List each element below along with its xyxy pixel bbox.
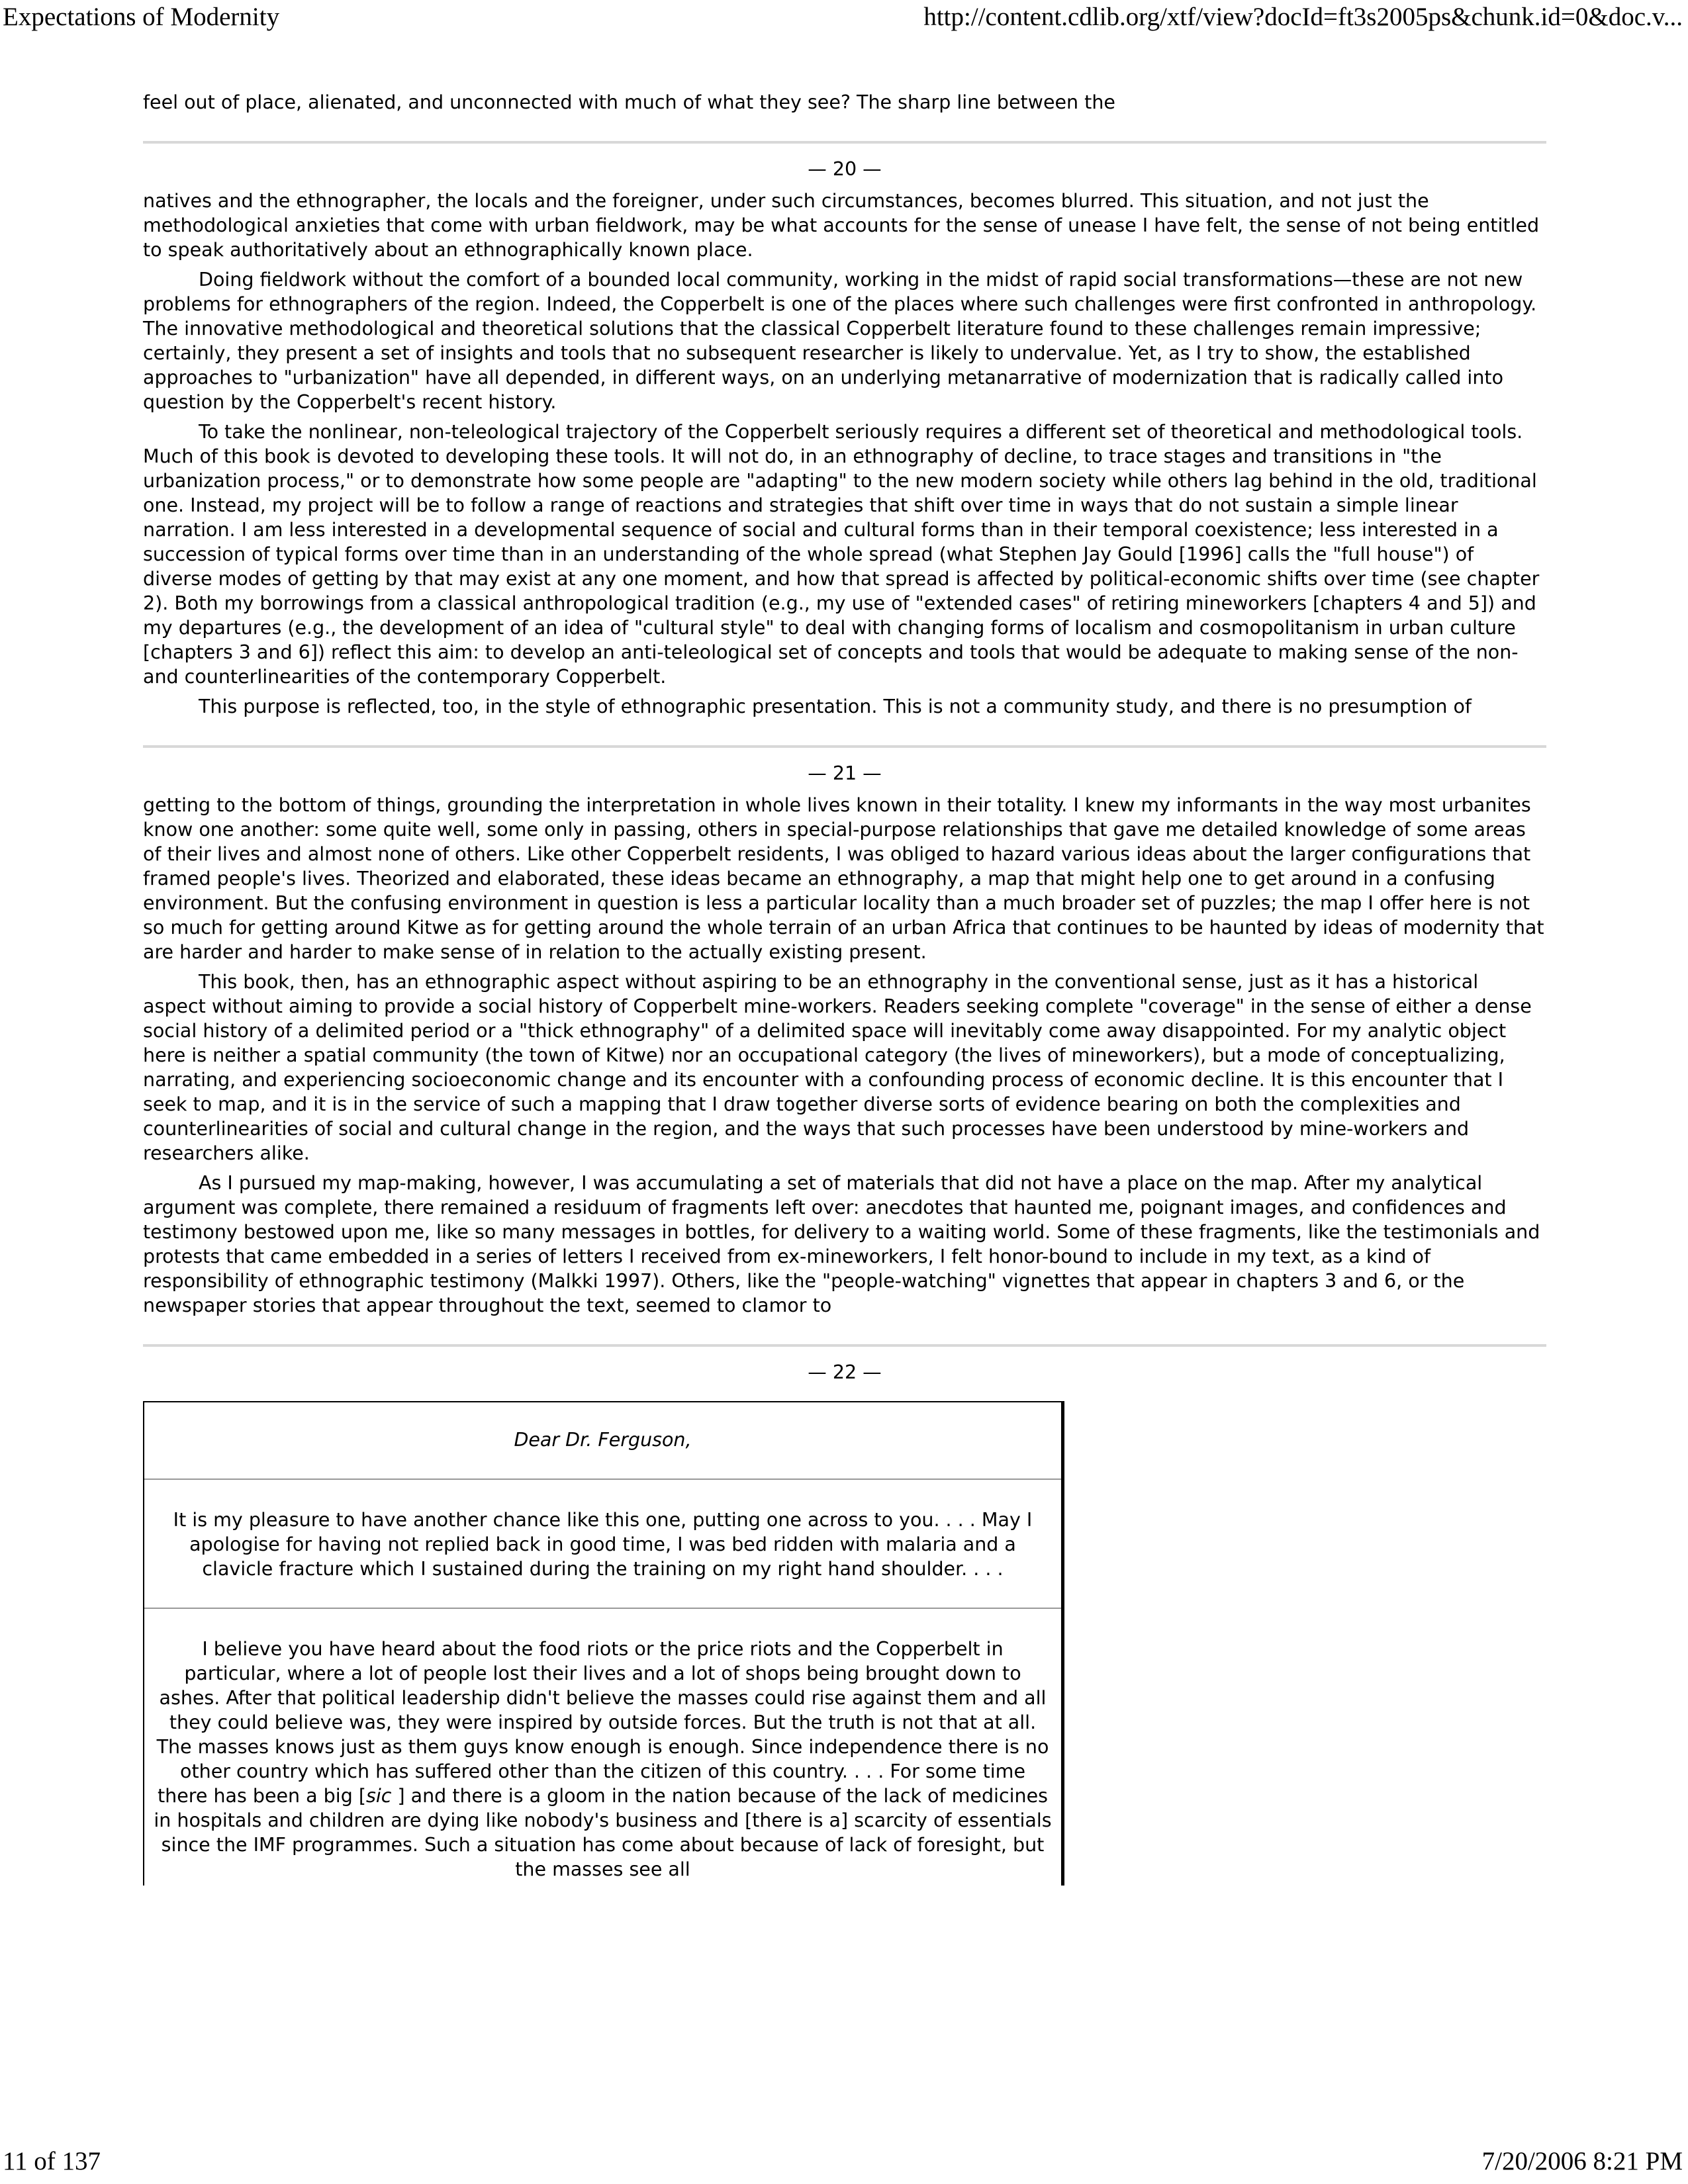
browser-print-header <box>0 0 1688 37</box>
page-break-21 <box>143 745 1546 785</box>
browser-print-footer <box>0 2144 1688 2181</box>
document-title: Expectations of Modernity <box>3 3 280 31</box>
sic-mark: sic <box>365 1785 392 1807</box>
page-number-20: — 20 — <box>808 158 882 180</box>
page-number-21: — 21 — <box>808 762 882 784</box>
page-number-22: — 22 — <box>808 1361 882 1383</box>
page-break-20 <box>143 141 1546 181</box>
page-divider <box>143 141 1546 144</box>
letter-paragraph: It is my pleasure to have another chance like this one, putting one across to you. . . . May I apologise for having not replied back in good time, I was bed ridden with malaria and a clavicle fracture which I sustained during the training on my right hand shoulder. . . . <box>144 1480 1061 1609</box>
paragraph: This book, then, has an ethnographic aspect without aspiring to be an ethnography in the conventional sense, just as it has a historical aspect without aiming to provide a social history of Copperbelt mine-workers. Readers seeking complete "coverage" in the sense of either a dense social history of a delimited period or a "thick ethnography" of a delimited space will inevitably come away disappointed. For my analytic object here is neither a spatial community (the town of Kitwe) nor an occupational category (the lives of mineworkers), but a mode of conceptualizing, narrating, and experiencing socioeconomic change and its encounter with a confounding process of economic decline. It is this encounter that I seek to map, and it is in the service of such a mapping that I draw together diverse sorts of evidence bearing on both the complexities and counterlinearities of social and cultural change in the region, and the ways that such processes have been understood by mine-workers and researchers alike. <box>143 971 1532 1164</box>
paragraph: Doing fieldwork without the comfort of a bounded local community, working in the midst of rapid social transformations—these are not new problems for ethnographers of the region. Indeed, the Copperbelt is one of the places where such challenges were first confronted in anthropology. The innovative methodological and theoretical solutions that the classical Copperbelt literature found to these challenges remain impressive; certainly, they present a set of insights and tools that no subsequent researcher is likely to undervalue. Yet, as I try to show, the established approaches to "urbanization" have all depended, in different ways, on an underlying metanarrative of modernization that is radically called into question by the Copperbelt's recent history. <box>143 269 1537 413</box>
page-divider <box>143 1344 1546 1347</box>
paragraph: To take the nonlinear, non-teleological trajectory of the Copperbelt seriously requires a different set of theoretical and methodological tools. Much of this book is devoted to developing these tools. It will not do, in an ethnography of decline, to trace stages and transitions in "the urbanization process," or to demonstrate how some people are "adapting" to the new modern society while others lag behind in the old, traditional one. Instead, my project will be to follow a range of reactions and strategies that shift over time in ways that do not sustain a simple linear narration. I am less interested in a developmental sequence of social and cultural forms than in their temporal coexistence; less interested in a succession of typical forms over time than in an understanding of the whole spread (what Stephen Jay Gould [1996] calls the "full house") of diverse modes of getting by that may exist at any one moment, and how that spread is affected by political-economic shifts over time (see chapter 2). Both my borrowings from a classical anthropological tradition (e.g., my use of "extended cases" of retiring mineworkers [chapters 4 and 5]) and my departures (e.g., the development of an idea of "cultural style" to deal with changing forms of localism and cosmopolitanism in urban culture [chapters 3 and 6]) reflect this aim: to develop an anti-teleological set of concepts and tools that would be adequate to making sense of the non- and counterlinearities of the contemporary Copperbelt. <box>143 421 1540 688</box>
document-url: http://content.cdlib.org/xtf/view?docId=ft3s2005ps&chunk.id=0&doc.v... <box>923 3 1683 31</box>
paragraph: natives and the ethnographer, the locals and the foreigner, under such circumstances, becomes blurred. This situation, and not just the methodological anxieties that come with urban fieldwork, may be what accounts for the sense of unease I have felt, the sense of not being entitled to speak authoritatively about an ethnographically known place. <box>143 190 1540 261</box>
letter-text: I believe you have heard about the food riots or the price riots and the Copperbelt in particular, where a lot of people lost their lives and a lot of shops being brought down to ashes. After that political leadership didn't believe the masses could rise against them and all they could believe was, they were inspired by outside forces. But the truth is not that at all. The masses knows just as them guys know enough is enough. Since independence there is no other country which has suffered other than the citizen of this country. . . . For some time there has been a big [ <box>156 1638 1049 1807</box>
paragraph: getting to the bottom of things, grounding the interpretation in whole lives known in their totality. I knew my informants in the way most urbanites know one another: some quite well, some only in passing, others in special-purpose relationships that gave me detailed knowledge of some areas of their lives and almost none of others. Like other Copperbelt residents, I was obliged to hazard various ideas about the larger configurations that framed people's lives. Theorized and elaborated, these ideas became an ethnography, a map that might help one to get around in a confusing environment. But the confusing environment in question is less a particular locality than a much broader set of puzzles; the map I offer here is not so much for getting around Kitwe as for getting around the whole terrain of an urban Africa that continues to be haunted by ideas of modernity that are harder and harder to make sense of in relation to the actually existing present. <box>143 794 1544 963</box>
paragraph: This purpose is reflected, too, in the style of ethnographic presentation. This is not a community study, and there is no presumption of <box>199 696 1472 717</box>
page-divider <box>143 745 1546 748</box>
paragraph: As I pursued my map-making, however, I was accumulating a set of materials that did not have a place on the map. After my analytical argument was complete, there remained a residuum of fragments left over: anecdotes that haunted me, poignant images, and confidences and testimony bestowed upon me, like so many messages in bottles, for delivery to a waiting world. Some of these fragments, like the testimonials and protests that came embedded in a series of letters I received from ex-mineworkers, I felt honor-bound to include in my text, as a kind of responsibility of ethnographic testimony (Malkki 1997). Others, like the "people-watching" vignettes that appear in chapters 3 and 6, or the newspaper stories that appear throughout the text, seemed to clamor to <box>143 1172 1540 1316</box>
letter-greeting: Dear Dr. Ferguson, <box>144 1402 1061 1480</box>
page-count: 11 of 137 <box>3 2147 101 2175</box>
book-content <box>143 90 1546 1886</box>
intro-fragment: feel out of place, alienated, and unconnected with much of what they see? The sharp line between the <box>143 91 1115 113</box>
print-timestamp: 7/20/2006 8:21 PM <box>1481 2147 1683 2175</box>
letter-paragraph <box>144 1609 1061 1886</box>
page-break-22 <box>143 1344 1546 1384</box>
letter-text: ] and there is a gloom in the nation because of the lack of medicines in hospitals and children are dying like nobody's business and [there is a] scarcity of essentials since the IMF programmes. Such a situation has come about because of lack of foresight, but the masses see all <box>154 1785 1052 1880</box>
letter-box <box>143 1401 1064 1886</box>
